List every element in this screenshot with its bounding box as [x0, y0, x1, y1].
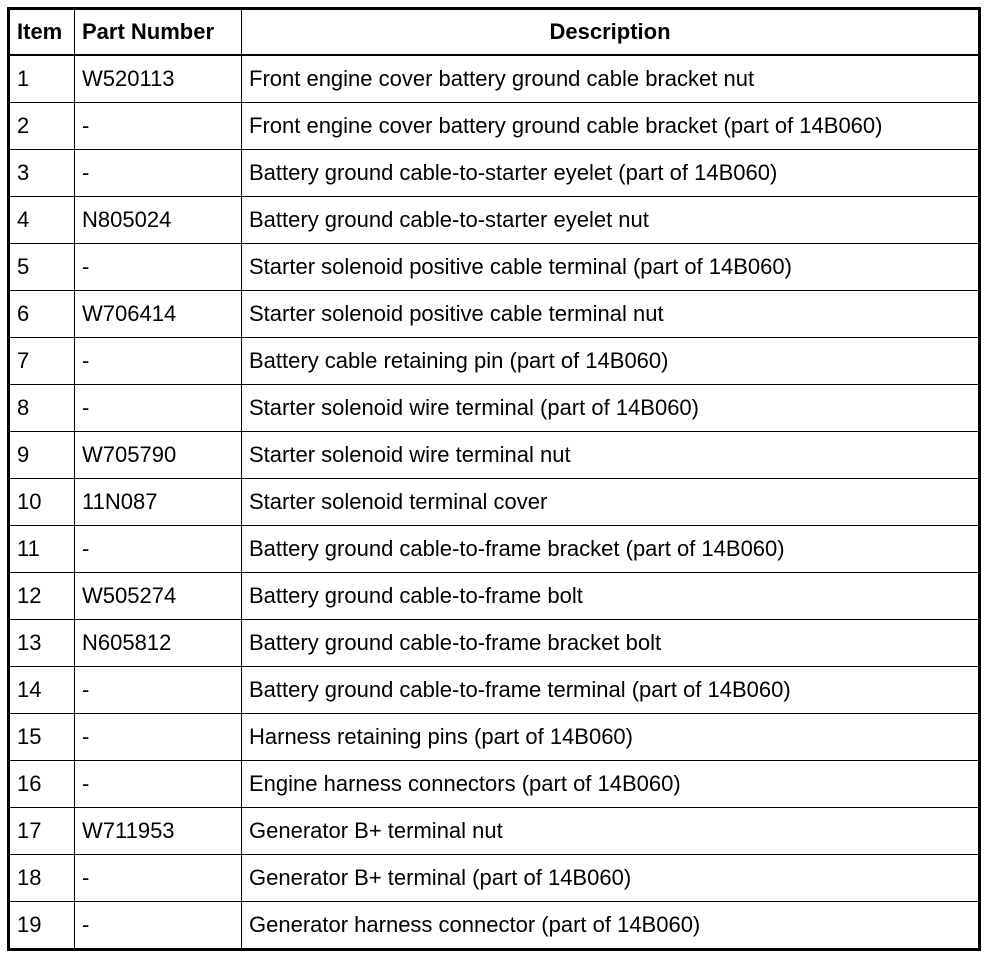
column-header-description: Description [242, 9, 980, 56]
cell-item: 18 [9, 855, 75, 902]
cell-part-number: - [75, 338, 242, 385]
cell-description: Starter solenoid positive cable terminal nut [242, 291, 980, 338]
table-row [9, 573, 980, 620]
cell-description: Generator harness connector (part of 14B060) [242, 902, 980, 950]
table-row [9, 620, 980, 667]
cell-description: Battery ground cable-to-frame bracket bolt [242, 620, 980, 667]
cell-description: Battery ground cable-to-frame terminal (part of 14B060) [242, 667, 980, 714]
table-body [9, 55, 980, 950]
column-header-part-number: Part Number [75, 9, 242, 56]
cell-part-number: - [75, 714, 242, 761]
table-row [9, 55, 980, 103]
cell-part-number: - [75, 150, 242, 197]
cell-item: 5 [9, 244, 75, 291]
cell-part-number: - [75, 855, 242, 902]
table-row [9, 902, 980, 950]
table-row [9, 291, 980, 338]
cell-description: Starter solenoid wire terminal (part of 14B060) [242, 385, 980, 432]
table-row [9, 479, 980, 526]
cell-item: 10 [9, 479, 75, 526]
table-row [9, 855, 980, 902]
table-row [9, 197, 980, 244]
cell-part-number: 11N087 [75, 479, 242, 526]
cell-item: 7 [9, 338, 75, 385]
cell-item: 11 [9, 526, 75, 573]
table-row [9, 761, 980, 808]
cell-description: Battery ground cable-to-starter eyelet (part of 14B060) [242, 150, 980, 197]
table-row [9, 103, 980, 150]
cell-part-number: W520113 [75, 55, 242, 103]
cell-item: 19 [9, 902, 75, 950]
cell-description: Starter solenoid terminal cover [242, 479, 980, 526]
cell-part-number: N605812 [75, 620, 242, 667]
cell-description: Front engine cover battery ground cable bracket nut [242, 55, 980, 103]
table-row [9, 432, 980, 479]
cell-part-number: N805024 [75, 197, 242, 244]
cell-part-number: - [75, 761, 242, 808]
cell-item: 1 [9, 55, 75, 103]
cell-description: Battery ground cable-to-starter eyelet nut [242, 197, 980, 244]
cell-item: 16 [9, 761, 75, 808]
cell-description: Front engine cover battery ground cable bracket (part of 14B060) [242, 103, 980, 150]
cell-part-number: - [75, 103, 242, 150]
cell-item: 2 [9, 103, 75, 150]
cell-part-number: W505274 [75, 573, 242, 620]
cell-item: 9 [9, 432, 75, 479]
cell-item: 3 [9, 150, 75, 197]
cell-description: Generator B+ terminal nut [242, 808, 980, 855]
cell-item: 12 [9, 573, 75, 620]
table-row [9, 667, 980, 714]
table-row [9, 150, 980, 197]
cell-part-number: - [75, 385, 242, 432]
table-row [9, 338, 980, 385]
cell-description: Battery ground cable-to-frame bolt [242, 573, 980, 620]
table-row [9, 244, 980, 291]
table-row [9, 526, 980, 573]
cell-description: Harness retaining pins (part of 14B060) [242, 714, 980, 761]
header-row [9, 9, 980, 56]
cell-description: Engine harness connectors (part of 14B060) [242, 761, 980, 808]
cell-description: Battery ground cable-to-frame bracket (part of 14B060) [242, 526, 980, 573]
table-row [9, 714, 980, 761]
column-header-item: Item [9, 9, 75, 56]
cell-part-number: - [75, 667, 242, 714]
cell-part-number: - [75, 526, 242, 573]
table-row [9, 385, 980, 432]
cell-item: 4 [9, 197, 75, 244]
cell-part-number: - [75, 244, 242, 291]
cell-description: Generator B+ terminal (part of 14B060) [242, 855, 980, 902]
cell-item: 14 [9, 667, 75, 714]
cell-part-number: W706414 [75, 291, 242, 338]
cell-part-number: W711953 [75, 808, 242, 855]
table-header [9, 9, 980, 56]
cell-item: 8 [9, 385, 75, 432]
parts-table [7, 7, 981, 951]
cell-item: 15 [9, 714, 75, 761]
cell-item: 13 [9, 620, 75, 667]
cell-part-number: W705790 [75, 432, 242, 479]
cell-description: Starter solenoid wire terminal nut [242, 432, 980, 479]
cell-item: 17 [9, 808, 75, 855]
cell-item: 6 [9, 291, 75, 338]
table-row [9, 808, 980, 855]
cell-description: Starter solenoid positive cable terminal (part of 14B060) [242, 244, 980, 291]
cell-part-number: - [75, 902, 242, 950]
cell-description: Battery cable retaining pin (part of 14B060) [242, 338, 980, 385]
